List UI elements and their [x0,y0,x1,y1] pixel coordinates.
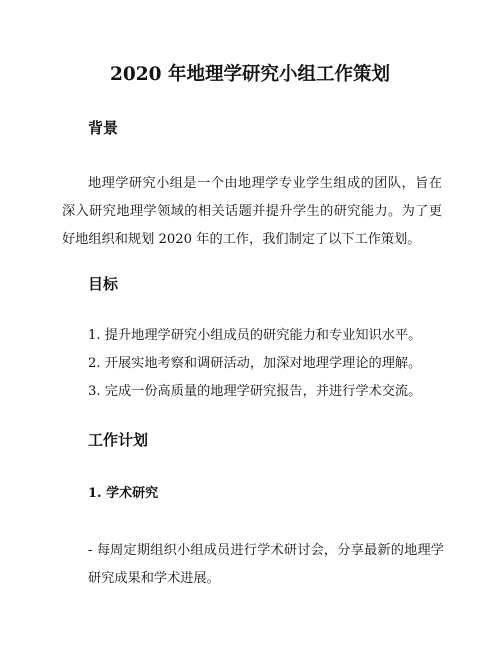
goals-list [88,322,448,406]
section-heading-background: 背景 [88,119,119,137]
academic-research-paragraph: - 每周定期组织小组成员进行学术研讨会，分享最新的地理学研究成果和学术进展。 [88,543,444,586]
subsection-heading-academic-research: 1. 学术研究 [88,486,159,501]
section-heading-goals: 目标 [88,275,119,293]
goal-item: 2. 开展实地考察和调研活动，加深对地理学理论的理解。 [88,356,422,371]
document-title: 2020 年地理学研究小组工作策划 [110,64,390,85]
goal-item: 3. 完成一份高质量的地理学研究报告，并进行学术交流。 [88,384,422,399]
section-heading-work-plan: 工作计划 [88,431,149,449]
goal-item: 1. 提升地理学研究小组成员的研究能力和专业知识水平。 [88,328,422,343]
background-paragraph: 地理学研究小组是一个由地理学专业学生组成的团队，旨在深入研究地理学领域的相关话题并提升学生的研究能力。为了更好地组织和规划 2020 年的工作，我们制定了以下工作策划。 [62,176,442,247]
